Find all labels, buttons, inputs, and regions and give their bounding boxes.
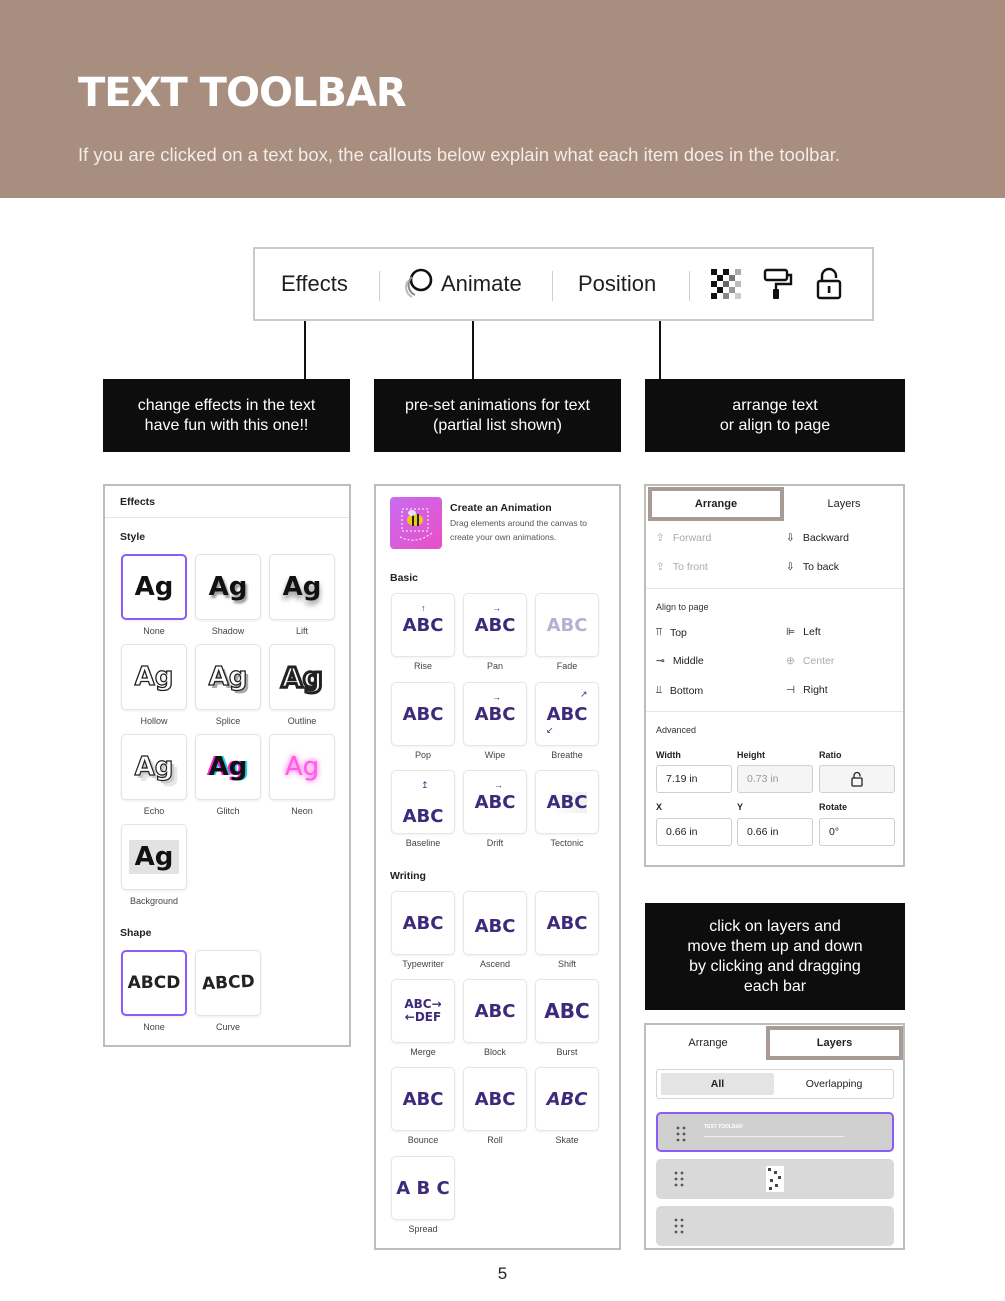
transparency-icon — [710, 268, 742, 300]
anim-skate-tile[interactable] — [535, 1067, 599, 1131]
position-label: Position — [578, 271, 657, 296]
anim-label-ascend: Ascend — [479, 959, 511, 969]
style-echo-tile[interactable] — [121, 734, 187, 800]
arrow-diagonal-icon: ↙ — [546, 725, 554, 735]
ratio-lock-button[interactable] — [819, 765, 895, 793]
x-input[interactable]: 0.66 in — [656, 818, 732, 846]
style-hollow-tile[interactable] — [121, 644, 187, 710]
to-back-button[interactable] — [786, 561, 839, 573]
bee-icon — [390, 497, 442, 549]
connector-line — [304, 321, 306, 379]
rotate-input[interactable]: 0° — [819, 818, 895, 846]
backward-button[interactable] — [786, 532, 849, 544]
align-bottom-icon: ⫫ — [656, 684, 662, 696]
align-top-icon: ⫪ — [656, 626, 662, 638]
toolbar-divider — [379, 271, 380, 301]
drag-handle-icon — [674, 1218, 684, 1234]
style-sample: Ag — [281, 660, 323, 694]
toolbar-divider — [552, 271, 553, 301]
layers-panel — [644, 1023, 905, 1250]
anim-sample: ABC — [474, 791, 516, 813]
anim-label-breathe: Breathe — [551, 750, 583, 760]
callout-line: each bar — [743, 977, 807, 995]
style-neon-tile[interactable] — [269, 734, 335, 800]
anim-ascend-tile[interactable] — [463, 891, 527, 955]
anim-label-typewriter: Typewriter — [402, 959, 444, 969]
anim-label-bounce: Bounce — [407, 1135, 439, 1145]
shape-curve-tile[interactable] — [195, 950, 261, 1016]
header-band — [0, 0, 1005, 198]
style-glitch-tile[interactable] — [195, 734, 261, 800]
style-label-neon: Neon — [291, 806, 313, 816]
style-sample: Ag — [134, 572, 174, 602]
style-sample: Ag — [284, 752, 320, 782]
page-number: 5 — [497, 1264, 508, 1283]
anim-sample: ABC — [546, 614, 588, 636]
height-input[interactable]: 0.73 in — [737, 765, 813, 793]
shape-label-curve: Curve — [215, 1022, 240, 1032]
arrow-up-icon: ↥ — [421, 780, 429, 790]
layer-bar[interactable] — [656, 1112, 894, 1152]
align-middle-button[interactable] — [656, 655, 704, 667]
forward-button[interactable] — [656, 532, 711, 544]
anim-label-pop: Pop — [414, 750, 431, 760]
anim-label-roll: Roll — [487, 1135, 503, 1145]
lock-icon — [815, 267, 843, 301]
to-back-label: To back — [802, 561, 839, 573]
anim-sample: ABC — [402, 912, 444, 934]
width-input[interactable]: 7.19 in — [656, 765, 732, 793]
callout-line: change effects in the text — [137, 396, 316, 414]
arrow-right-icon: → — [492, 692, 501, 702]
filter-all-button[interactable]: All — [661, 1073, 774, 1095]
effects-button[interactable] — [281, 249, 348, 319]
anim-sample: ABC→ — [404, 997, 442, 1011]
position-callout — [645, 379, 905, 452]
anim-sample: ABC — [402, 614, 444, 636]
style-sample: Ag — [134, 662, 174, 692]
rotate-label: Rotate — [819, 802, 848, 812]
anim-sample: ABC — [546, 703, 588, 725]
anim-merge-tile[interactable] — [391, 979, 455, 1043]
callout-line: have fun with this one!! — [144, 416, 309, 434]
align-middle-icon: ⊸ — [656, 655, 665, 667]
shape-none-tile[interactable] — [121, 950, 187, 1016]
effects-panel — [103, 484, 351, 1047]
style-splice-tile[interactable] — [195, 644, 261, 710]
drag-handle-icon — [674, 1171, 684, 1187]
style-sample: Ag — [208, 572, 248, 602]
anim-label-spread: Spread — [408, 1224, 438, 1234]
style-label-lift: Lift — [295, 626, 308, 636]
anim-label-fade: Fade — [556, 661, 578, 671]
y-input[interactable]: 0.66 in — [737, 818, 813, 846]
anim-drift-tile[interactable] — [463, 770, 527, 834]
backward-icon: ⇩ — [786, 532, 795, 544]
layers-callout — [645, 903, 905, 1010]
style-label-shadow: Shadow — [211, 626, 245, 636]
y-label: Y — [737, 802, 744, 812]
create-animation-thumbnail[interactable] — [390, 497, 442, 549]
lock-icon — [850, 771, 864, 787]
arrow-right-icon: → — [492, 603, 501, 613]
align-bottom-button[interactable] — [656, 684, 703, 697]
style-sample: Ag — [282, 572, 322, 602]
anim-sample: ABC — [402, 805, 444, 827]
position-button[interactable] — [578, 249, 656, 319]
anim-sample: ABC — [474, 1000, 516, 1022]
to-front-label: To front — [672, 561, 708, 573]
tab-arrange[interactable]: Arrange — [688, 1037, 728, 1049]
anim-label-block: Block — [483, 1047, 506, 1057]
anim-sample: ABC — [402, 703, 444, 725]
align-top-button[interactable] — [656, 626, 687, 639]
effects-callout — [103, 379, 350, 452]
anim-wipe-tile[interactable] — [463, 682, 527, 746]
lock-button[interactable] — [815, 249, 843, 319]
connector-line — [472, 321, 474, 379]
align-right-button[interactable] — [786, 684, 828, 696]
arrow-diagonal-icon: ↗ — [580, 689, 588, 699]
divider — [646, 588, 903, 589]
anim-sample: ←DEF — [404, 1010, 442, 1024]
shape-sample: ABCD — [127, 973, 181, 993]
anim-label-pan: Pan — [486, 661, 503, 671]
anim-label-drift: Drift — [486, 838, 504, 848]
width-label: Width — [656, 750, 681, 760]
anim-tectonic-tile[interactable] — [535, 770, 599, 834]
tab-layers[interactable]: Layers — [766, 1026, 903, 1060]
align-left-button[interactable] — [786, 626, 821, 638]
anim-typewriter-tile[interactable] — [391, 891, 455, 955]
arrow-up-icon: ↑ — [421, 603, 426, 613]
transparency-button[interactable] — [710, 249, 742, 319]
anim-sample: ABC — [474, 1088, 516, 1110]
layer-preview-line — [704, 1136, 844, 1137]
forward-label: Forward — [672, 532, 712, 544]
align-center-button[interactable] — [786, 655, 834, 667]
style-label-none: None — [143, 626, 165, 636]
anim-bounce-tile[interactable] — [391, 1067, 455, 1131]
style-label-outline: Outline — [287, 716, 317, 726]
animate-panel — [374, 484, 621, 1250]
style-label-background: Background — [129, 896, 179, 906]
anim-baseline-tile[interactable] — [391, 770, 455, 834]
layer-bar[interactable] — [656, 1159, 894, 1199]
callout-line: (partial list shown) — [433, 416, 562, 434]
anim-block-tile[interactable] — [463, 979, 527, 1043]
writing-label: Writing — [390, 870, 426, 882]
anim-sample: ABC — [474, 915, 516, 937]
anim-sample: A B C — [396, 1177, 450, 1199]
style-sample: Ag — [129, 840, 180, 874]
ratio-label: Ratio — [819, 750, 842, 760]
anim-label-rise: Rise — [413, 661, 432, 671]
create-animation-desc: Drag elements around the canvas to — [450, 518, 588, 528]
layer-preview-text: TEXT TOOLBAR — [704, 1124, 743, 1130]
to-front-icon: ⇪ — [656, 561, 665, 573]
callout-line: pre-set animations for text — [405, 396, 590, 414]
anim-label-burst: Burst — [556, 1047, 578, 1057]
filter-overlapping-button[interactable]: Overlapping — [805, 1078, 863, 1090]
effects-label: Effects — [281, 271, 348, 296]
shape-label-none: None — [143, 1022, 165, 1032]
anim-roll-tile[interactable] — [463, 1067, 527, 1131]
basic-label: Basic — [390, 572, 419, 584]
anim-label-skate: Skate — [555, 1135, 579, 1145]
anim-pan-tile[interactable] — [463, 593, 527, 657]
style-label-splice: Splice — [215, 716, 241, 726]
arrow-right-icon: → — [494, 780, 503, 790]
connector-line — [659, 321, 661, 379]
paint-roller-icon — [762, 267, 794, 301]
anim-label-baseline: Baseline — [405, 838, 441, 848]
text-toolbar — [253, 247, 874, 321]
anim-sample: ABC — [546, 912, 588, 934]
animate-callout — [374, 379, 621, 452]
style-shadow-tile[interactable] — [195, 554, 261, 620]
align-bottom-label: Bottom — [669, 684, 704, 697]
tab-layers[interactable]: Layers — [827, 498, 861, 510]
style-none-tile[interactable] — [121, 554, 187, 620]
anim-spread-tile[interactable] — [391, 1156, 455, 1220]
anim-breathe-tile[interactable] — [535, 682, 599, 746]
forward-icon: ⇪ — [656, 532, 665, 544]
anim-sample: ABC — [544, 999, 590, 1023]
align-right-icon: ⊣ — [786, 684, 796, 696]
style-label-hollow: Hollow — [140, 716, 168, 726]
to-back-icon: ⇩ — [786, 561, 795, 573]
page-subtitle: If you are clicked on a text box, the callouts below explain what each item does in the toolbar. — [78, 144, 841, 165]
align-center-label: Center — [802, 655, 835, 667]
style-outline-tile[interactable] — [269, 644, 335, 710]
style-background-tile[interactable] — [121, 824, 187, 890]
to-front-button[interactable] — [656, 561, 708, 573]
callout-line: by clicking and dragging — [689, 957, 861, 975]
anim-sample: ABC — [546, 1088, 588, 1110]
toolbar-divider — [689, 271, 690, 301]
callout-line: move them up and down — [687, 937, 863, 955]
drag-handle-icon — [676, 1126, 686, 1142]
anim-pop-tile[interactable] — [391, 682, 455, 746]
anim-label-tectonic: Tectonic — [550, 838, 584, 848]
align-middle-label: Middle — [672, 655, 704, 667]
x-label: X — [656, 802, 663, 812]
align-top-label: Top — [669, 626, 687, 639]
layer-thumbnail-icon — [766, 1166, 784, 1192]
callout-line: arrange text — [732, 396, 818, 414]
tab-arrange[interactable]: Arrange — [648, 487, 784, 521]
layer-filter — [656, 1069, 894, 1099]
anim-shift-tile[interactable] — [535, 891, 599, 955]
anim-sample: ABC — [402, 1088, 444, 1110]
divider — [646, 711, 903, 712]
effects-panel-title: Effects — [120, 496, 156, 508]
create-animation-title: Create an Animation — [450, 502, 552, 514]
anim-label-merge: Merge — [410, 1047, 436, 1057]
paint-format-button[interactable] — [762, 249, 794, 319]
shape-label: Shape — [120, 927, 152, 939]
backward-label: Backward — [802, 532, 849, 544]
layer-bar[interactable] — [656, 1206, 894, 1246]
style-label: Style — [120, 531, 146, 543]
anim-sample: ABC — [474, 703, 516, 725]
style-sample: Ag — [208, 662, 248, 692]
style-label-echo: Echo — [143, 806, 165, 816]
animate-label: Animate — [441, 271, 522, 296]
anim-rise-tile[interactable] — [391, 593, 455, 657]
position-panel — [644, 484, 905, 867]
anim-sample: ABC — [546, 791, 588, 813]
style-lift-tile[interactable] — [269, 554, 335, 620]
animate-icon — [401, 267, 435, 301]
callout-line: or align to page — [719, 416, 831, 434]
page-title: TEXT TOOLBAR — [78, 70, 406, 116]
animate-button[interactable] — [401, 249, 522, 319]
anim-fade-tile[interactable] — [535, 593, 599, 657]
align-left-label: Left — [803, 626, 821, 638]
style-sample: Ag — [134, 752, 174, 782]
callout-line: click on layers and — [709, 917, 841, 935]
anim-burst-tile[interactable] — [535, 979, 599, 1043]
style-label-glitch: Glitch — [216, 806, 240, 816]
style-sample: Ag — [208, 752, 248, 782]
anim-label-shift: Shift — [557, 959, 576, 969]
align-left-icon: ⊫ — [786, 626, 796, 638]
align-label: Align to page — [656, 602, 709, 612]
divider — [105, 517, 349, 518]
advanced-label: Advanced — [656, 725, 697, 735]
shape-sample: ABCD — [201, 971, 255, 995]
anim-label-wipe: Wipe — [484, 750, 506, 760]
anim-sample: ABC — [474, 614, 516, 636]
align-center-icon: ⊕ — [786, 655, 795, 667]
height-label: Height — [737, 750, 765, 760]
create-animation-desc: create your own animations. — [450, 532, 557, 542]
align-right-label: Right — [803, 684, 828, 696]
